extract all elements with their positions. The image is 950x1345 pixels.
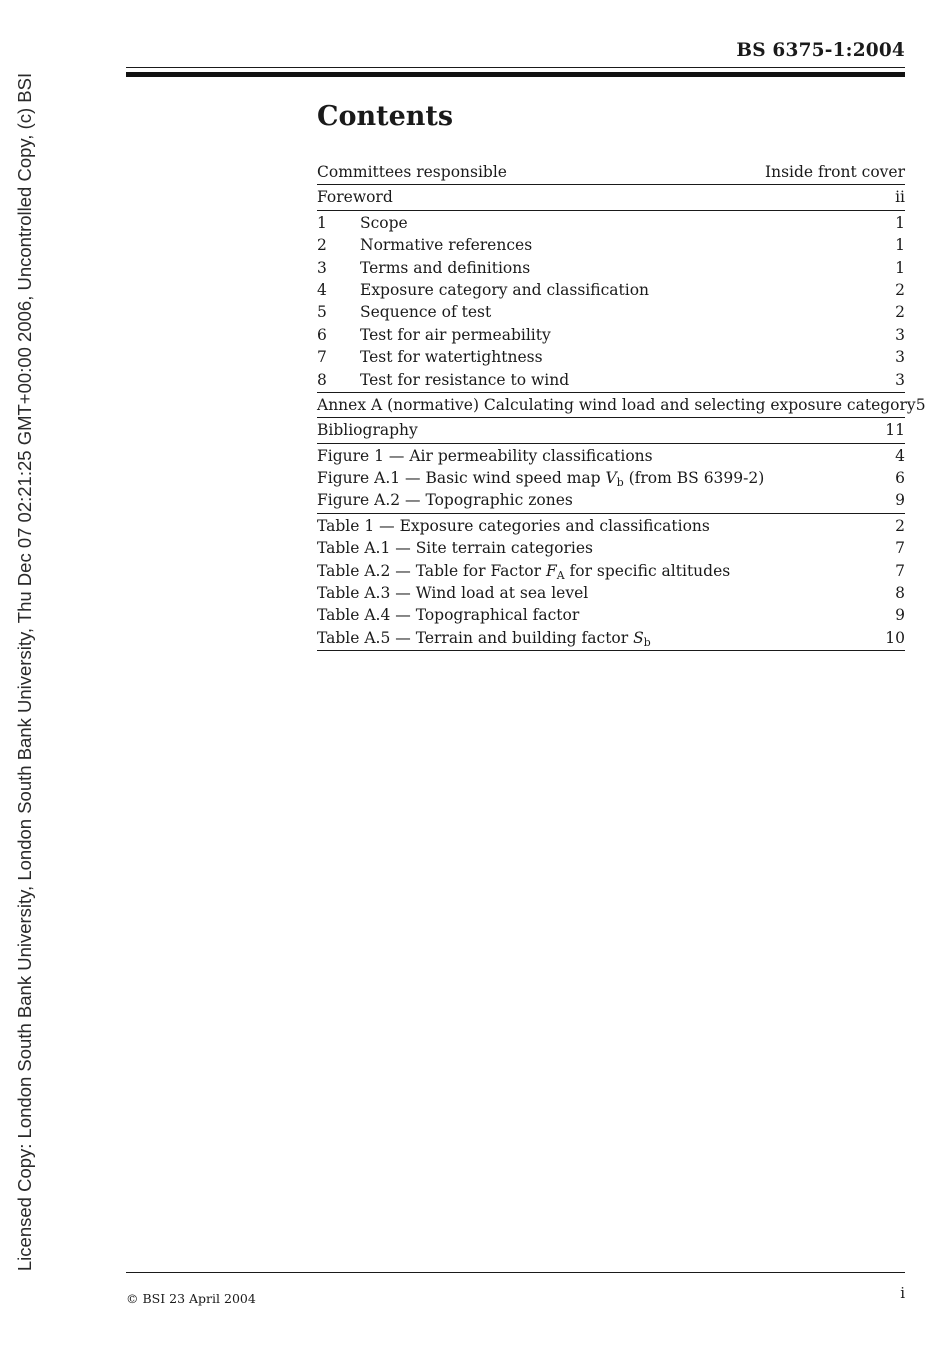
clause-number: 3 — [317, 258, 327, 277]
toc-entry-page: Inside front cover — [764, 163, 905, 181]
toc-entry-label: Figure A.1 — Basic wind speed map $V_b$ (from BS 6399-2) — [317, 469, 765, 490]
licence-watermark — [4, 0, 44, 1345]
toc-entry-page: 5 — [915, 395, 926, 414]
header-rule-thick — [126, 72, 905, 77]
toc-entry-page: 2 — [895, 303, 905, 322]
toc-entry[interactable] — [317, 627, 905, 649]
toc-entry-page: 3 — [895, 325, 905, 344]
toc-entry[interactable] — [317, 604, 905, 626]
toc-entry-label: Table A.2 — Table for Factor $F_A$ for specific altitudes — [317, 561, 731, 582]
document-identifier: BS 6375-1:2004 — [736, 40, 905, 61]
toc-entry-page: 11 — [885, 421, 905, 440]
toc-entry-label: Annex A (normative) Calculating wind load and selecting exposure category — [317, 395, 916, 414]
toc-group-front — [317, 160, 905, 185]
toc-entry-label: Table A.4 — Topographical factor — [317, 606, 580, 625]
toc-entry[interactable] — [317, 212, 905, 234]
toc-entry-label: Foreword — [317, 188, 393, 207]
toc-entry[interactable] — [317, 279, 905, 301]
toc-entry[interactable] — [317, 234, 905, 256]
toc-entry-page: 2 — [895, 516, 905, 535]
toc-entry-label: Bibliography — [317, 421, 418, 440]
clause-number: 6 — [317, 325, 327, 344]
toc-entry-page: 10 — [885, 628, 905, 647]
toc-entry[interactable] — [317, 489, 905, 511]
toc-entry-label: Sequence of test — [360, 303, 492, 322]
toc-entry[interactable] — [317, 537, 905, 559]
toc-entry[interactable] — [317, 394, 926, 416]
toc-entry-page: 8 — [895, 584, 905, 603]
page-title: Contents — [317, 101, 454, 132]
toc-entry[interactable] — [317, 515, 905, 537]
toc-entry-label: Committees responsible — [317, 163, 507, 181]
toc-entry[interactable] — [317, 560, 905, 582]
toc-entry[interactable] — [317, 445, 905, 467]
toc-entry-label: Terms and definitions — [360, 258, 531, 277]
toc-entry-label: Test for resistance to wind — [360, 370, 570, 389]
toc-entry-label: Scope — [360, 213, 408, 232]
footer-rule — [126, 1272, 905, 1273]
toc-entry[interactable] — [317, 467, 905, 489]
toc-group-tables — [317, 514, 905, 651]
toc-entry-page: 4 — [895, 446, 905, 465]
toc-entry-page: 7 — [895, 539, 905, 558]
toc-entry-label: Normative references — [360, 236, 533, 255]
toc-entry[interactable] — [317, 346, 905, 368]
toc-entry-label: Figure 1 — Air permeability classifications — [317, 446, 653, 465]
toc-entry[interactable] — [317, 257, 905, 279]
clause-number: 4 — [317, 280, 327, 299]
toc-entry-label: Table A.1 — Site terrain categories — [317, 539, 593, 558]
toc-entry-label: Exposure category and classification — [360, 280, 650, 299]
licence-watermark-text: Licensed Copy: London South Bank University, London South Bank University, Thu Dec 07 02:21:25 GMT+00:00 2006, Uncontrolled Copy, (c) BSI — [14, 72, 35, 1272]
toc-entry[interactable] — [317, 161, 905, 183]
toc-entry-page: 1 — [895, 258, 905, 277]
toc-entry-page: 3 — [895, 370, 905, 389]
toc-entry-page: 6 — [895, 469, 905, 488]
toc-entry[interactable] — [317, 186, 905, 208]
toc-entry-label: Table A.5 — Terrain and building factor $S_b$ — [317, 628, 651, 649]
toc-entry-page: 3 — [895, 348, 905, 367]
toc-group-annex — [317, 393, 926, 418]
toc-entry-page: 2 — [895, 280, 905, 299]
toc-entry[interactable] — [317, 582, 905, 604]
toc-entry-label: Table A.3 — Wind load at sea level — [317, 584, 589, 603]
page-number: i — [900, 1284, 905, 1302]
toc-entry-page: 7 — [895, 561, 905, 580]
header-rule-thin — [126, 67, 905, 68]
toc-entry-label: Figure A.2 — Topographic zones — [317, 491, 573, 510]
clause-number: 7 — [317, 348, 327, 367]
clause-number: 5 — [317, 303, 327, 322]
toc-entry-page: 9 — [895, 606, 905, 625]
toc-entry[interactable] — [317, 369, 905, 391]
clause-number: 8 — [317, 370, 327, 389]
toc-entry-label: Test for watertightness — [360, 348, 543, 367]
clause-number: 1 — [317, 213, 327, 232]
toc-group-figures — [317, 444, 905, 514]
toc-entry-label: Table 1 — Exposure categories and classifications — [317, 516, 710, 535]
toc-group-foreword — [317, 185, 905, 210]
footer-copyright: © BSI 23 April 2004 — [126, 1291, 256, 1306]
toc-entry-page: ii — [895, 188, 905, 207]
toc-entry[interactable] — [317, 324, 905, 346]
clause-number: 2 — [317, 236, 327, 255]
toc-entry[interactable] — [317, 301, 905, 323]
toc-entry-page: 9 — [895, 491, 905, 510]
toc-entry-page: 1 — [895, 213, 905, 232]
toc-group-bibliography — [317, 418, 905, 443]
toc-group-clauses — [317, 211, 905, 393]
table-of-contents — [317, 160, 926, 651]
toc-entry[interactable] — [317, 419, 905, 441]
toc-entry-page: 1 — [895, 236, 905, 255]
toc-entry-label: Test for air permeability — [360, 325, 551, 344]
